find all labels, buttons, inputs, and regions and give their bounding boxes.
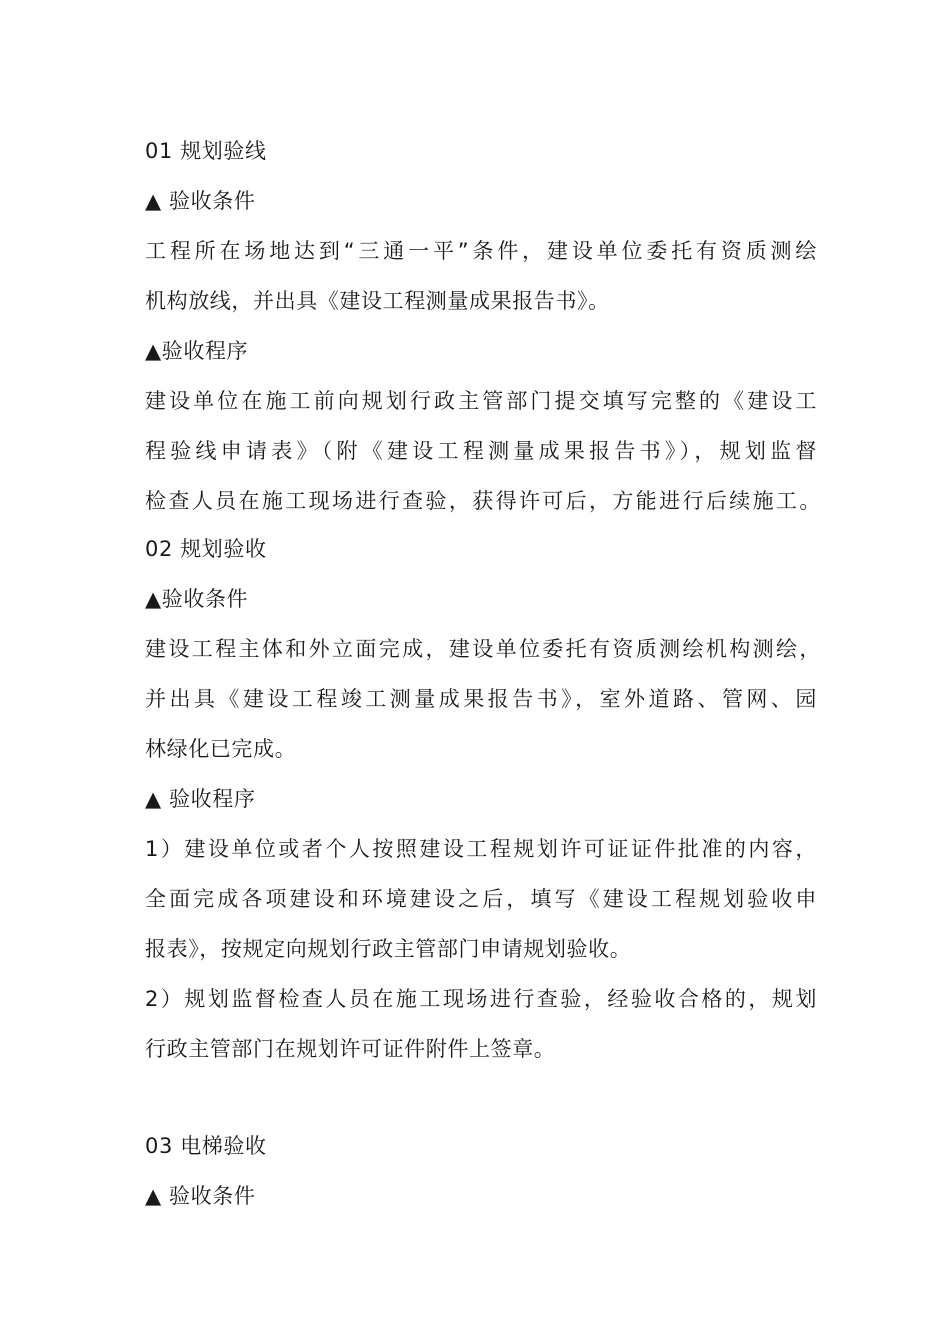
paragraph-line: 工程所在场地达到“三通一平”条件，建设单位委托有资质测绘 xyxy=(145,239,817,263)
list-item-line: 全面完成各项建设和环境建设之后，填写《建设工程规划验收申 xyxy=(145,887,817,911)
paragraph-line: 建设单位在施工前向规划行政主管部门提交填写完整的《建设工 xyxy=(145,389,817,413)
section-heading-planning-acceptance: 02 规划验收 xyxy=(145,537,267,561)
subheading-acceptance-conditions: ▲验收条件 xyxy=(145,587,249,611)
paragraph-line: 机构放线，并出具《建设工程测量成果报告书》。 xyxy=(145,289,610,313)
subheading-acceptance-procedure: ▲ 验收程序 xyxy=(145,787,256,811)
subheading-acceptance-conditions: ▲ 验收条件 xyxy=(145,1184,256,1208)
list-item-line: 行政主管部门在规划许可证件附件上签章。 xyxy=(145,1037,556,1061)
subheading-acceptance-conditions: ▲ 验收条件 xyxy=(145,189,256,213)
list-item-line: 1）建设单位或者个人按照建设工程规划许可证证件批准的内容， xyxy=(145,837,817,861)
section-heading-elevator-acceptance: 03 电梯验收 xyxy=(145,1134,267,1158)
paragraph-line: 程验线申请表》（附《建设工程测量成果报告书》），规划监督 xyxy=(145,439,817,463)
section-heading-planning-stakeout: 01 规划验线 xyxy=(145,139,267,163)
paragraph-line: 建设工程主体和外立面完成，建设单位委托有资质测绘机构测绘， xyxy=(145,637,821,661)
list-item-line: 报表》，按规定向规划行政主管部门申请规划验收。 xyxy=(145,937,632,961)
paragraph-line: 并出具《建设工程竣工测量成果报告书》，室外道路、管网、园 xyxy=(145,687,817,711)
paragraph-line: 林绿化已完成。 xyxy=(145,737,297,761)
list-item-line: 2）规划监督检查人员在施工现场进行查验，经验收合格的，规划 xyxy=(145,987,817,1011)
paragraph-line: 检查人员在施工现场进行查验，获得许可后，方能进行后续施工。 xyxy=(145,489,821,513)
subheading-acceptance-procedure: ▲验收程序 xyxy=(145,339,249,363)
